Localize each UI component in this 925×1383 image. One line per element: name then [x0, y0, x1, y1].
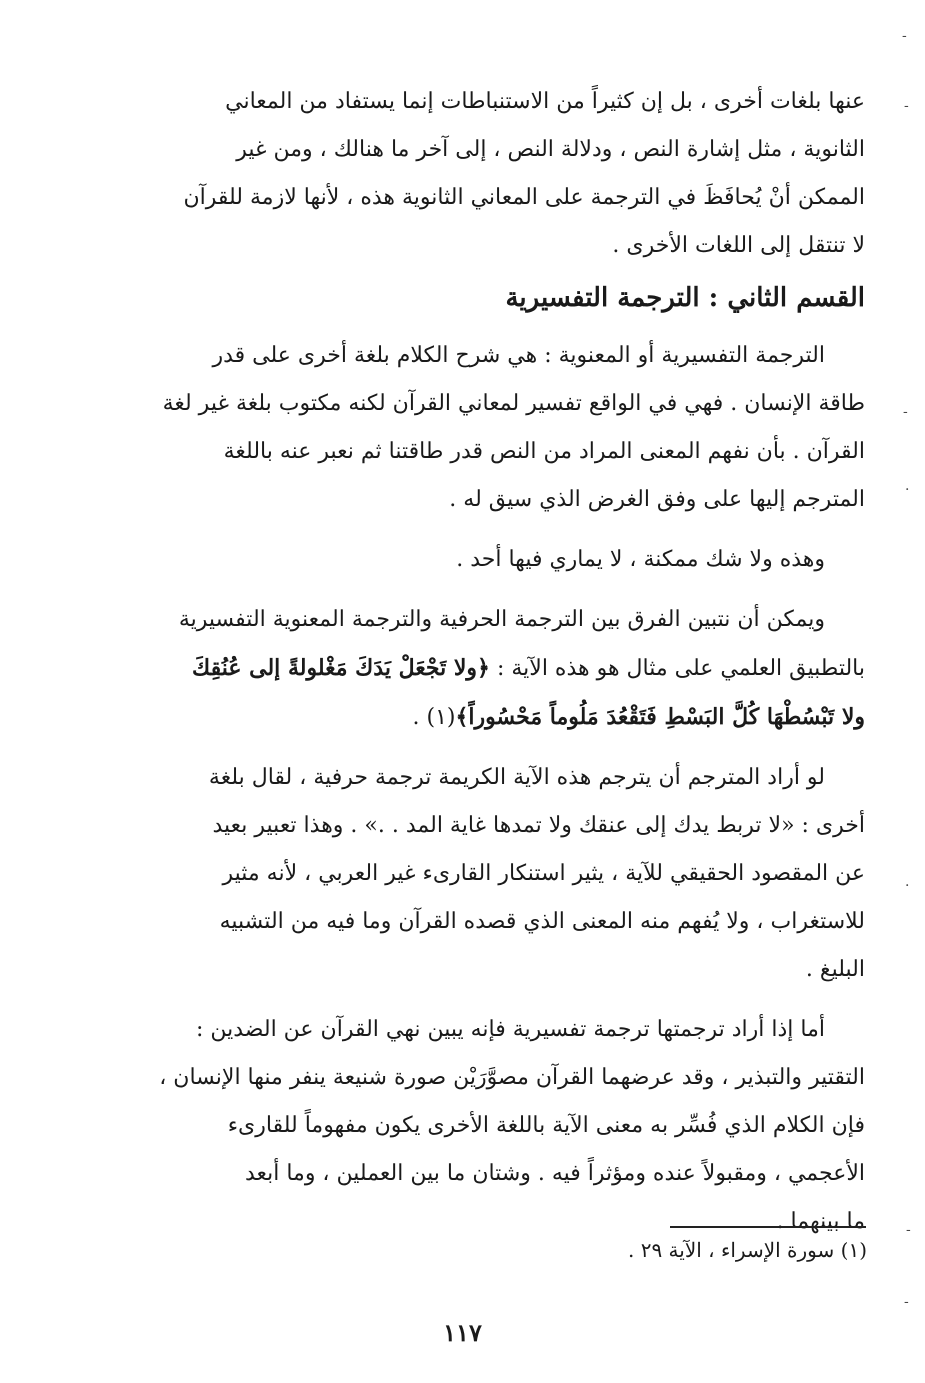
text-line: الأعجمي ، ومقبولاً عنده ومؤثراً فيه . وشتان ما بين العملين ، وما أبعد — [244, 1161, 865, 1186]
text-line: التقتير والتبذير ، وقد عرضهما القرآن مصوَّرَيْن صورة شنيعة ينفر منها الإنسان ، — [159, 1065, 865, 1090]
text-line: ما بينهما . — [776, 1209, 865, 1234]
scan-mark: - — [904, 1294, 909, 1310]
text-line: البليغ . — [805, 957, 865, 982]
text-line — [95, 644, 865, 693]
scan-mark: - — [903, 404, 908, 420]
scan-mark: · — [905, 878, 910, 894]
text-line: الثانوية ، مثل إشارة النص ، ودلالة النص ، إلى آخر ما هنالك ، ومن غير — [236, 137, 865, 162]
paragraph-6 — [95, 1006, 865, 1246]
quran-verse-part-1: ﴿ولا تَجْعَلْ يَدَكَ مَغْلولةً إلى عُنُقِكَ — [192, 655, 490, 681]
paragraph-3 — [95, 536, 865, 584]
text-line: للاستغراب ، ولا يُفهم منه المعنى الذي قصده القرآن وما فيه من التشبيه — [219, 909, 865, 934]
text-line: عن المقصود الحقيقي للآية ، يثير استنكار القارىء غير العربي ، لأنه مثير — [222, 861, 865, 886]
text-line: ويمكن أن نتبين الفرق بين الترجمة الحرفية والترجمة المعنوية التفسيرية — [178, 607, 825, 632]
verse-intro: بالتطبيق العلمي على مثال هو هذه الآية : — [489, 656, 865, 681]
text-line: أما إذا أراد ترجمتها ترجمة تفسيرية فإنه يبين نهي القرآن عن الضدين : — [195, 1017, 825, 1042]
page-number: ١١٧ — [443, 1318, 482, 1347]
paragraph-1 — [95, 78, 865, 270]
footnote-divider — [670, 1226, 866, 1228]
footnote: (١) سورة الإسراء ، الآية ٢٩ . — [627, 1238, 867, 1262]
scan-mark: - — [902, 28, 907, 44]
text-line: لو أراد المترجم أن يترجم هذه الآية الكريمة ترجمة حرفية ، لقال بلغة — [208, 765, 825, 790]
text-line: الممكن أنْ يُحافَظَ في الترجمة على المعاني الثانوية هذه ، لأنها لازمة للقرآن — [183, 185, 865, 210]
text-line: الترجمة التفسيرية أو المعنوية : هي شرح الكلام بلغة أخرى على قدر — [212, 343, 825, 368]
text-line: عنها بلغات أخرى ، بل إن كثيراً من الاستنباطات إنما يستفاد من المعاني — [225, 89, 865, 114]
scan-mark: - — [906, 1222, 911, 1238]
paragraph-4 — [95, 596, 865, 742]
footnote-reference: (١) . — [412, 705, 456, 730]
text-line — [95, 693, 865, 742]
scan-mark: - — [904, 98, 909, 114]
text-line: لا تنتقل إلى اللغات الأخرى . — [612, 233, 865, 258]
text-line: المترجم إليها على وفق الغرض الذي سيق له . — [449, 487, 865, 512]
text-line: أخرى : «لا تربط يدك إلى عنقك ولا تمدها غاية المد . .» . وهذا تعبير بعيد — [212, 813, 865, 838]
text-line: طاقة الإنسان . فهي في الواقع تفسير لمعاني القرآن لكنه مكتوب بلغة غير لغة — [162, 391, 865, 416]
paragraph-2 — [95, 332, 865, 524]
text-line: القرآن . بأن نفهم المعنى المراد من النص قدر طاقتنا ثم نعبر عنه باللغة — [223, 439, 865, 464]
quran-verse-part-2: ولا تَبْسُطْهَا كُلَّ البَسْطِ فَتَقْعُدَ مَلُوماً مَحْسُوراً﴾ — [455, 704, 865, 730]
scan-mark: · — [905, 482, 910, 498]
paragraph-5 — [95, 754, 865, 994]
section-heading: القسم الثاني : الترجمة التفسيرية — [505, 283, 865, 313]
text-line: فإن الكلام الذي فُسِّر به معنى الآية باللغة الأخرى يكون مفهوماً للقارىء — [227, 1113, 865, 1138]
page-body — [95, 78, 865, 1246]
text-line: وهذه ولا شك ممكنة ، لا يماري فيها أحد . — [456, 547, 825, 572]
